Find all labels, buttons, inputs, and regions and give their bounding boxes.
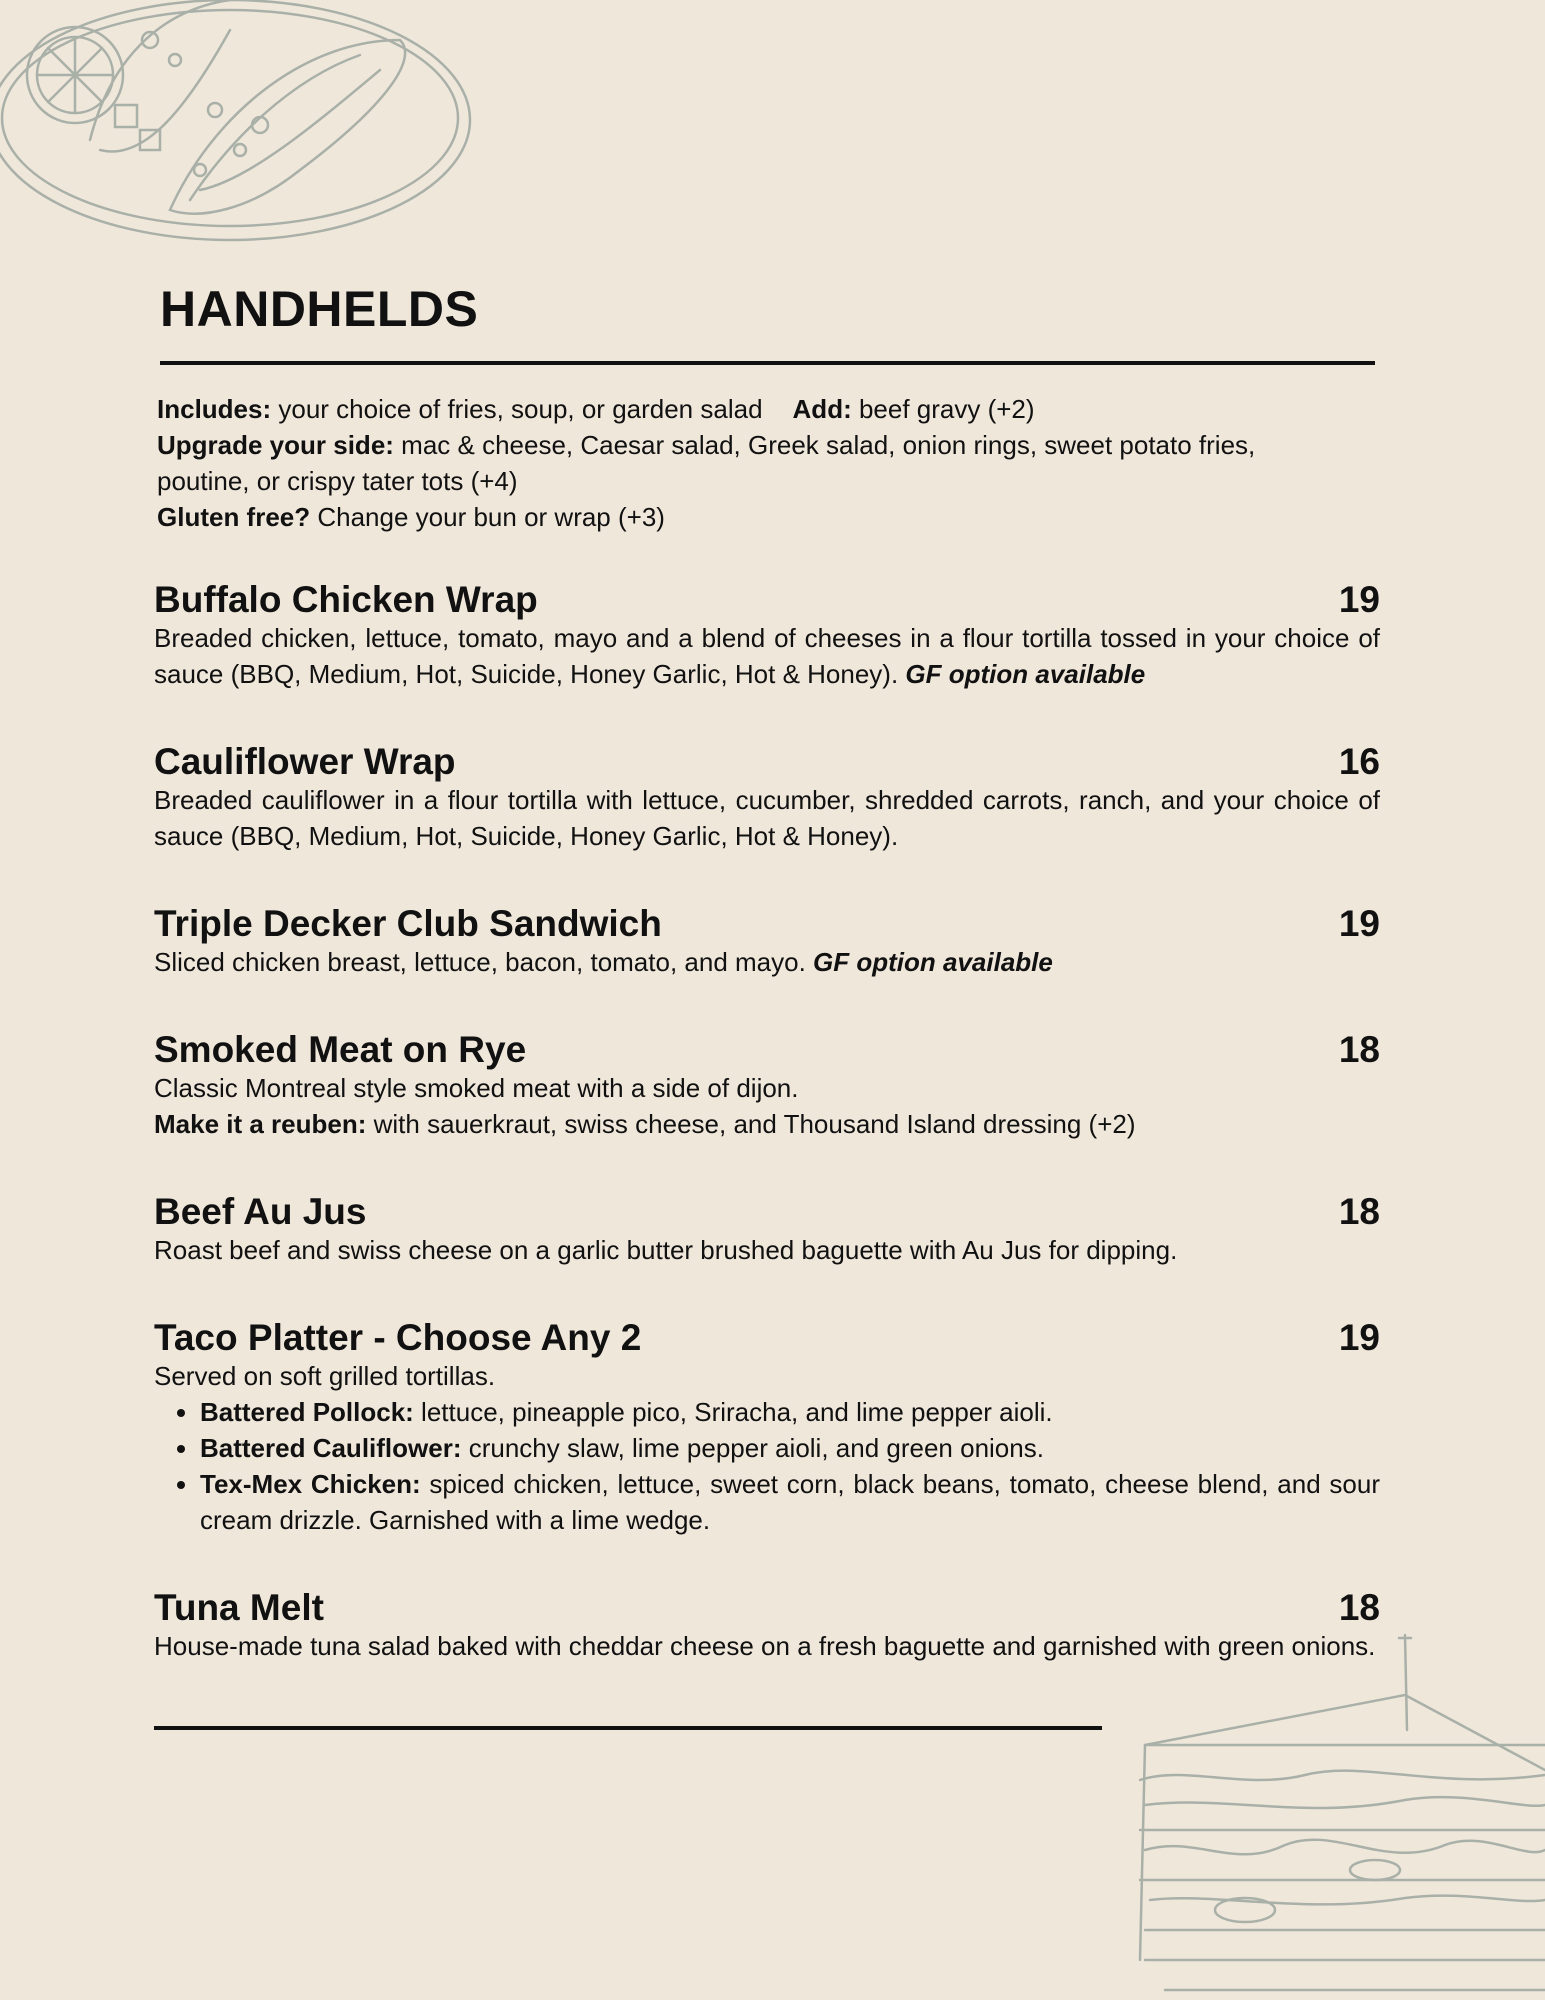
gluten-label: Gluten free? xyxy=(157,502,311,532)
includes-line xyxy=(157,391,1387,427)
item-name: Smoked Meat on Rye xyxy=(154,1029,527,1070)
taco-options xyxy=(154,1394,1380,1538)
taco-plate-illustration xyxy=(0,0,480,250)
includes-text: your choice of fries, soup, or garden salad xyxy=(271,394,763,424)
item-description: House-made tuna salad baked with cheddar cheese on a fresh baguette and garnished with green onions. xyxy=(154,1631,1376,1661)
bottom-divider xyxy=(154,1726,1102,1730)
item-price: 19 xyxy=(1338,903,1380,944)
item-name: Beef Au Jus xyxy=(154,1191,367,1232)
includes-label: Includes: xyxy=(157,394,272,424)
item-price: 18 xyxy=(1338,1587,1380,1628)
item-price: 18 xyxy=(1338,1029,1380,1070)
upgrade-text-2: poutine, or crispy tater tots (+4) xyxy=(157,466,518,496)
add-label: Add: xyxy=(792,394,852,424)
item-desc-text: Sliced chicken breast, lettuce, bacon, tomato, and mayo. xyxy=(154,947,814,977)
item-description: Classic Montreal style smoked meat with a side of dijon. xyxy=(154,1073,799,1103)
option-label: Tex-Mex Chicken: xyxy=(200,1469,421,1499)
gf-note: GF option available xyxy=(813,947,1053,977)
item-price: 19 xyxy=(1338,579,1380,620)
menu-item-buffalo-chicken-wrap xyxy=(154,575,1380,692)
menu-items xyxy=(154,575,1380,1709)
upgrade-line-2 xyxy=(157,463,1387,499)
gf-note: GF option available xyxy=(905,659,1146,689)
option-text: lettuce, pineapple pico, Sriracha, and lime pepper aioli. xyxy=(413,1397,1053,1427)
item-description: Breaded cauliflower in a flour tortilla with lettuce, cucumber, shredded carrots, ranch, and your choice of sauce (BBQ, Medium, Hot, Suicide, Honey Garlic, Hot & Honey). xyxy=(154,785,1380,851)
extra-label: Make it a reuben: xyxy=(154,1109,367,1139)
item-desc-text: Breaded chicken, lettuce, tomato, mayo and a blend of cheeses in a flour tortilla tossed in your choice of sauce (BBQ, Medium, Hot, Suicide, Honey Garlic, Hot & Honey). xyxy=(154,623,1380,689)
menu-item-triple-decker-club xyxy=(154,899,1380,980)
item-name: Tuna Melt xyxy=(154,1587,324,1628)
upgrade-line xyxy=(157,427,1387,463)
includes-block xyxy=(157,391,1387,535)
item-price: 19 xyxy=(1338,1317,1380,1358)
option-text: spiced chicken, lettuce, sweet corn, black beans, tomato, cheese blend, and sour cream drizzle. Garnished with a lime wedge. xyxy=(200,1469,1380,1535)
item-description: Served on soft grilled tortillas. xyxy=(154,1361,496,1391)
menu-item-beef-au-jus xyxy=(154,1187,1380,1268)
gluten-text: Change your bun or wrap (+3) xyxy=(310,502,665,532)
menu-item-tuna-melt xyxy=(154,1583,1380,1664)
item-price: 18 xyxy=(1338,1191,1380,1232)
taco-option xyxy=(200,1466,1380,1538)
add-text: beef gravy (+2) xyxy=(851,394,1035,424)
upgrade-text: mac & cheese, Caesar salad, Greek salad, onion rings, sweet potato fries, xyxy=(393,430,1256,460)
item-name: Taco Platter - Choose Any 2 xyxy=(154,1317,642,1358)
taco-option xyxy=(200,1430,1380,1466)
option-text: crunchy slaw, lime pepper aioli, and green onions. xyxy=(461,1433,1044,1463)
upgrade-label: Upgrade your side: xyxy=(157,430,394,460)
menu-item-smoked-meat xyxy=(154,1025,1380,1142)
item-description xyxy=(154,620,1380,692)
item-description xyxy=(154,944,1380,980)
item-name: Buffalo Chicken Wrap xyxy=(154,579,538,620)
menu-item-taco-platter xyxy=(154,1313,1380,1538)
option-label: Battered Pollock: xyxy=(200,1397,414,1427)
item-name: Cauliflower Wrap xyxy=(154,741,456,782)
section-title: HANDHELDS xyxy=(160,281,479,337)
item-description: Roast beef and swiss cheese on a garlic butter brushed baguette with Au Jus for dipping. xyxy=(154,1235,1178,1265)
extra-text: with sauerkraut, swiss cheese, and Thousand Island dressing (+2) xyxy=(366,1109,1136,1139)
reuben-upgrade xyxy=(154,1106,1380,1142)
item-name: Triple Decker Club Sandwich xyxy=(154,903,662,944)
item-price: 16 xyxy=(1338,741,1380,782)
taco-option xyxy=(200,1394,1380,1430)
title-divider xyxy=(160,361,1375,365)
gluten-line xyxy=(157,499,1387,535)
menu-item-cauliflower-wrap xyxy=(154,737,1380,854)
option-label: Battered Cauliflower: xyxy=(200,1433,462,1463)
